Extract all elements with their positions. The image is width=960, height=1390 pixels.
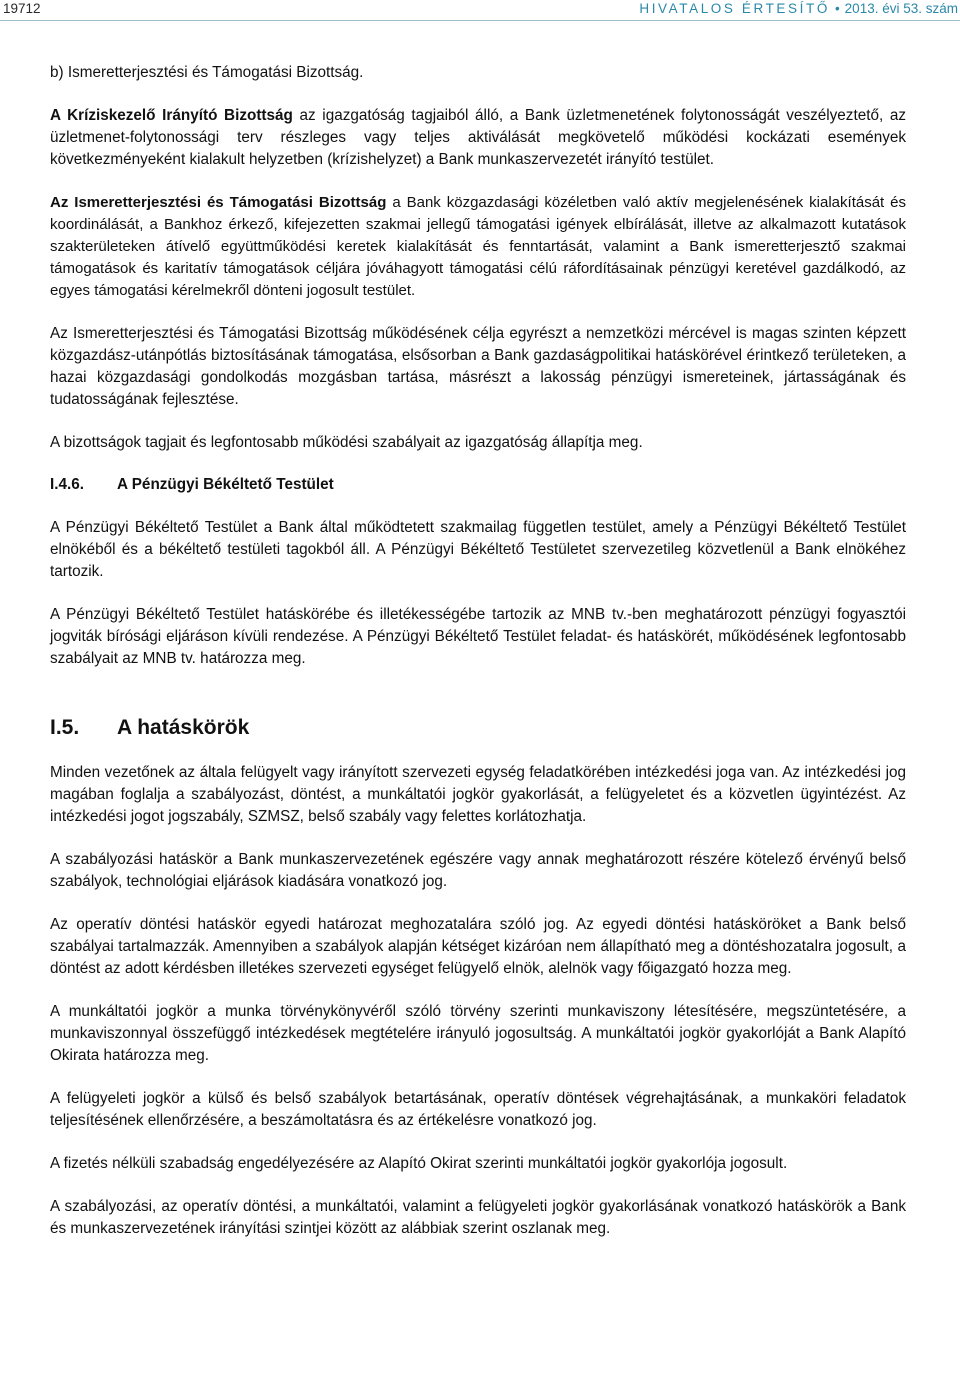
paragraph-outreach-purpose: Az Ismeretterjesztési és Támogatási Bizottság működésének célja egyrészt a nemzetközi mércével is magas szinten képzett közgazdász-utánpótlás biztosításának támogatása, elsősorban a Bank gazdaságpolitikai hatáskörével érintkező területeken, a hazai közgazdasági gondolkodás mozgásban tartása, másrészt a lakosság pénzügyi ismereteinek, jártasságának és tudatosságának fejlesztése. [50, 325, 906, 408]
paragraph-text: a Bank közgazdasági közéletben való aktív megjelenésének kialakítását és koordinálását, a Bankhoz érkező, kifejezetten szakmai jellegű támogatási igények elbírálását, illetve az alkalmazott kutatások szakterületeken átívelő együttműködési keretek kialakítását és fenntartását, valamint a Bank ismeretterjesztő szakmai támogatások és karitatív támogatások céljára jóváhagyott támogatási célú ráfordításainak pénzügyi keretével gazdálkodó, az egyes támogatási kérelmekről dönteni jogosult testület. [50, 194, 906, 299]
document-body [50, 62, 906, 1240]
paragraph-arbitration-competence: A Pénzügyi Békéltető Testület hatáskörébe és illetékességébe tartozik az MNB tv.-ben meghatározott pénzügyi fogyasztói jogviták bírósági eljáráson kívüli rendezése. A Pénzügyi Békéltető Testület feladat- és hatáskörét, működésének legfontosabb szabályait az MNB tv. határozza meg. [50, 606, 906, 667]
paragraph-text: az igazgatóság tagjaiból álló, a Bank üzletmenetének folytonosságát veszélyeztető, az üzletmenet-folytonossági terv részleges vagy teljes aktiválását megkövetelő működési kockázati események következményeként kialakult helyzetben (krízishelyzet) a Bank munkaszervezetét irányító testület. [50, 107, 906, 168]
section-heading-1-5 [50, 715, 906, 741]
section-number: I.5. [50, 716, 80, 739]
paragraph-supervisory-power: A felügyeleti jogkör a külső és belső szabályok betartásának, operatív döntések végrehajtásának, a munkaköri feladatok teljesítésének ellenőrzésére, a beszámoltatásra és az értékelésre vonatkozó jog. [50, 1090, 906, 1129]
paragraph-regulatory-power: A szabályozási hatáskör a Bank munkaszervezetének egészére vagy annak meghatározott részére kötelező érvényű belső szabályok, technológiai eljárások kiadására vonatkozó jog. [50, 851, 906, 890]
paragraph-unpaid-leave: A fizetés nélküli szabadság engedélyezésére az Alapító Okirat szerinti munkáltatói jogkör gyakorlója jogosult. [50, 1155, 788, 1172]
paragraph-power-distribution: A szabályozási, az operatív döntési, a munkáltatói, valamint a felügyeleti jogkör gyakorlásának vonatkozó hatáskörök a Bank és munkaszervezetének irányítási szintjei között az alábbiak szerint oszlanak meg. [50, 1198, 906, 1237]
paragraph-committee-members: A bizottságok tagjait és legfontosabb működési szabályait az igazgatóság állapítja meg. [50, 434, 643, 451]
journal-title [639, 1, 958, 16]
header-separator: • [834, 1, 840, 16]
journal-name: HIVATALOS ÉRTESÍTŐ [639, 1, 830, 16]
term-outreach-committee: Az Ismeretterjesztési és Támogatási Bizottság [50, 194, 387, 211]
section-heading-1-4-6 [50, 474, 906, 496]
paragraph-action-rights: Minden vezetőnek az általa felügyelt vagy irányított szervezeti egység feladatkörében intézkedési joga van. Az intézkedési jog magában foglalja a szabályozást, döntést, a munkáltatói jogkör gyakorlását, a felügyeletet és a közvetlen ügyintézést. Az intézkedési jogot jogszabály, SZMSZ, belső szabály vagy felettes korlátozhatja. [50, 764, 906, 825]
section-title: A Pénzügyi Békéltető Testület [117, 476, 334, 493]
list-item-b: b) Ismeretterjesztési és Támogatási Bizottság. [50, 64, 364, 81]
paragraph-employer-rights: A munkáltatói jogkör a munka törvénykönyvéről szóló törvény szerinti munkaviszony létesítésére, megszüntetésére, a munkaviszonnyal összefüggő intézkedések megtételére irányuló jogosultság. A munkáltatói jogkör gyakorlóját a Bank Alapító Okirata határozza meg. [50, 1003, 906, 1064]
paragraph-outreach-committee [50, 192, 906, 302]
section-title: A hatáskörök [117, 716, 250, 739]
paragraph-operative-power: Az operatív döntési hatáskör egyedi határozat meghozatalára szóló jog. Az egyedi döntési hatásköröket a Bank belső szabályai tartalmazzák. Amennyiben a szabályok alapján kétséget kizáróan nem állapítható meg a döntéshozatalra jogosult, a döntést az adott kérdésben illetékes szervezeti egységet felügyelő elnök, alelnök vagy főigazgató hozza meg. [50, 916, 906, 977]
paragraph-arbitration-board: A Pénzügyi Békéltető Testület a Bank által működtetett szakmailag független testület, amely a Pénzügyi Békéltető Testület elnökéből és a békéltető testületi tagokból áll. A Pénzügyi Békéltető Testületet szervezetileg közvetlenül a Bank elnökéhez tartozik. [50, 519, 906, 580]
section-number: I.4.6. [50, 476, 85, 493]
page-header [0, 0, 960, 21]
paragraph-crisis-committee [50, 105, 906, 171]
page-number: 19712 [3, 1, 41, 16]
term-crisis-committee: A Kríziskezelő Irányító Bizottság [50, 107, 293, 124]
journal-issue: 2013. évi 53. szám [844, 1, 958, 16]
